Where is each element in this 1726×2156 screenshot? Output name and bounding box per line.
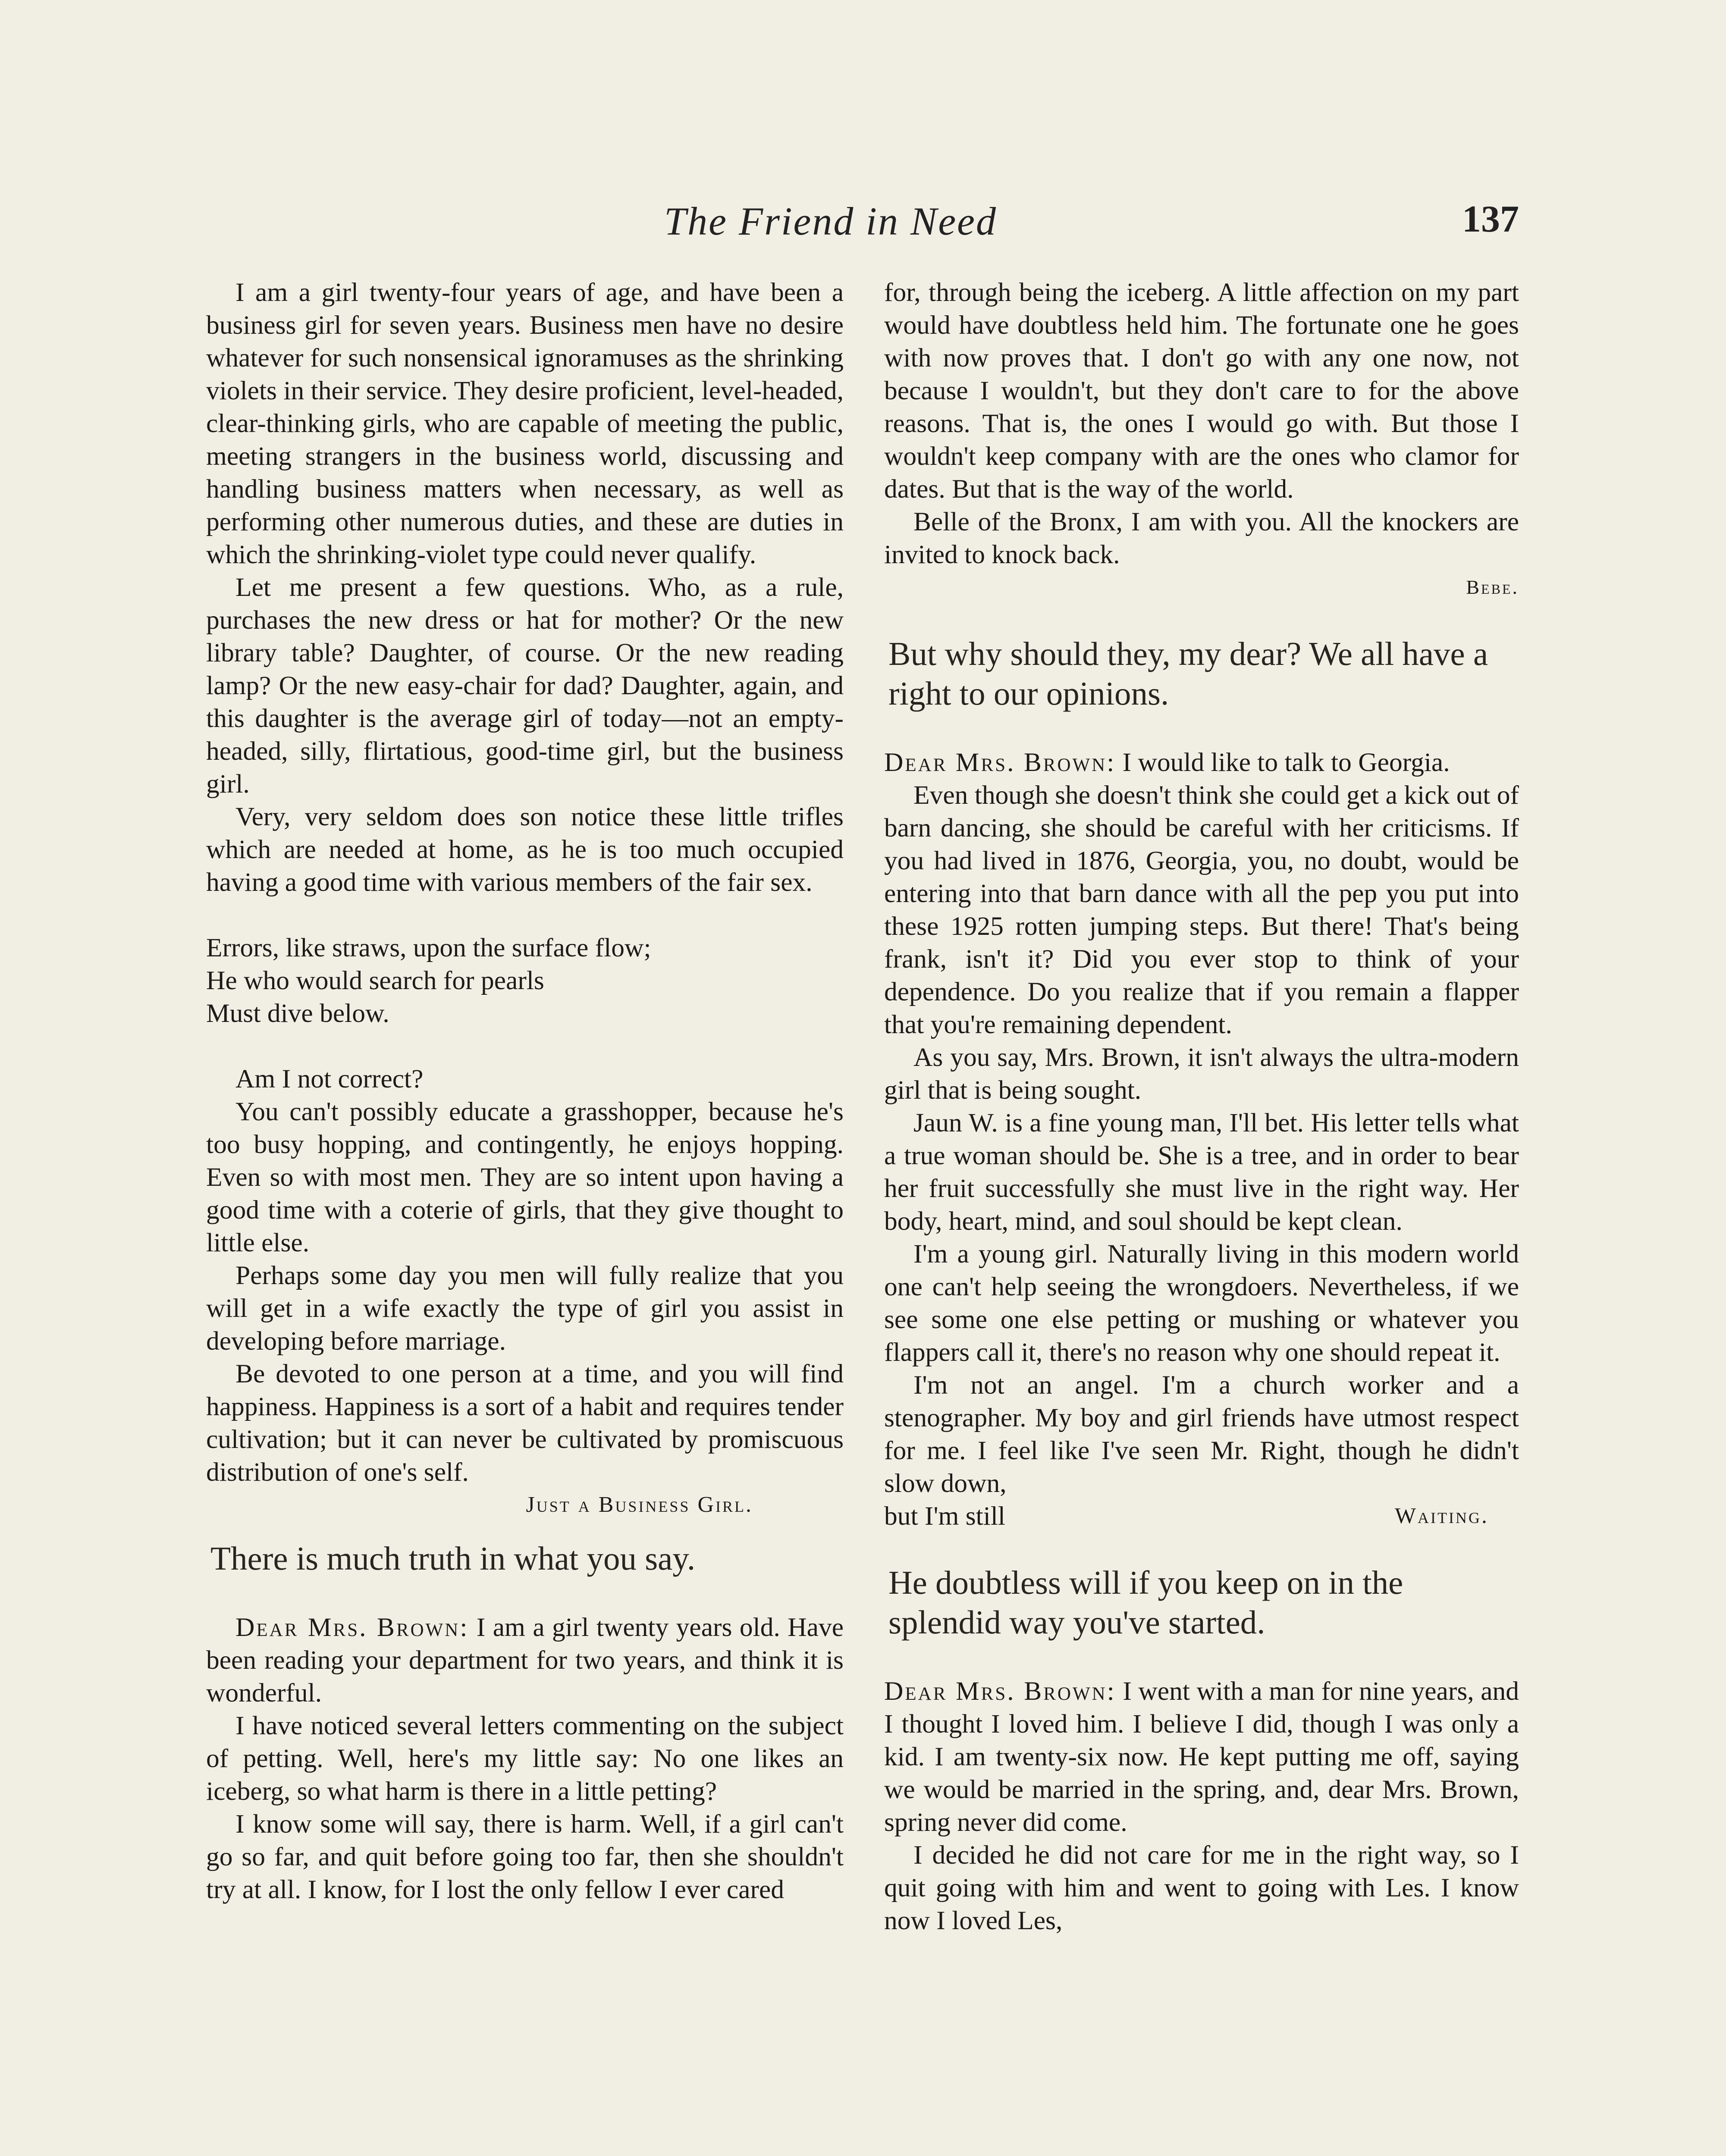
spacer	[206, 1578, 844, 1611]
paragraph: for, through being the iceberg. A little affection on my part would have doubtless held him. The fortunate one he goes with now proves that. I don't go with any one now, not because I wouldn't, but they don't care to for the above reasons. That is, the ones I would go with. But those I wouldn't keep company with are the ones who clamor for dates. But that is the way of the world.	[884, 278, 1519, 504]
right-column	[884, 276, 1519, 1937]
letter-signature: Waiting.	[1394, 1504, 1489, 1528]
paragraph	[884, 1675, 1519, 1839]
spacer	[206, 899, 844, 931]
salutation: Dear Mrs. Brown:	[884, 1677, 1116, 1706]
paragraph	[884, 746, 1519, 779]
salutation: Dear Mrs. Brown:	[884, 748, 1116, 777]
page-number: 137	[1462, 198, 1519, 240]
running-title: The Friend in Need	[664, 199, 997, 243]
paragraph: Let me present a few questions. Who, as a rule, purchases the new dress or hat for mother? Or the new library table? Daughter, of course. Or the new reading lamp? Or the new easy-chair for dad? Daughter, again, and this daughter is the average girl of today—not an empty-headed, silly, flirtatious, good-time girl, but the business girl.	[206, 573, 844, 799]
letter-signature: Just a Business Girl.	[526, 1492, 753, 1517]
closing-line	[884, 1500, 1519, 1532]
paragraph: I am a girl twenty-four years of age, and have been a business girl for seven years. Business men have no desire whatever for such nonsensical ignoramuses as the shrinking violets in their service. They desire proficient, level-headed, clear-thinking girls, who are capable of meeting the public, meeting strangers in the business world, discussing and handling business matters when necessary, as well as performing other numerous duties, and these are duties in which the shrinking-violet type could never qualify.	[206, 278, 844, 569]
paragraph: Be devoted to one person at a time, and you will find happiness. Happiness is a sort of a habit and requires tender cultivation; but it can never be cultivated by promiscuous distribution of one's self.	[206, 1359, 844, 1487]
paragraph: You can't possibly educate a grasshopper, because he's too busy hopping, and contingently, he enjoys hopping. Even so with most men. They are so intent upon having a good time with a coterie of girls, that they give thought to little else.	[206, 1097, 844, 1257]
paragraph: Perhaps some day you men will fully realize that you will get in a wife exactly the type of girl you assist in developing before marriage.	[206, 1261, 844, 1356]
paragraph: I know some will say, there is harm. Well, if a girl can't go so far, and quit before going too far, then she shouldn't try at all. I know, for I lost the only fellow I ever cared	[206, 1809, 844, 1904]
paragraph: Even though she doesn't think she could get a kick out of barn dancing, she should be careful with her criticisms. If you had lived in 1876, Georgia, you, no doubt, would be entering into that barn dance with all the pep you put into these 1925 rotten jumping steps. But there! That's being frank, isn't it? Did you ever stop to think of your dependence. Do you realize that if you remain a flapper that you're remaining dependent.	[884, 780, 1519, 1039]
paragraph-text: I am a girl twenty years old. Have been reading your department for two years, and think it is wonderful.	[206, 1613, 844, 1708]
verse-line: He who would search for pearls	[206, 966, 544, 995]
closing-text: but I'm still	[884, 1501, 1006, 1531]
page-header	[0, 190, 1726, 254]
editor-reply: But why should they, my dear? We all have a right to our opinions.	[888, 635, 1488, 712]
paragraph-text: I went with a man for nine years, and I thought I loved him. I believe I did, though I was only a kid. I am twenty-six now. He kept putting me off, saying we would be married in the spring, and, dear Mrs. Brown, spring never did come.	[884, 1677, 1519, 1837]
letter-signature: Bebe.	[1466, 576, 1519, 598]
paragraph: I have noticed several letters commenting on the subject of petting. Well, here's my little say: No one likes an iceberg, so what harm is there in a little petting?	[206, 1711, 844, 1806]
paragraph: As you say, Mrs. Brown, it isn't always the ultra-modern girl that is being sought.	[884, 1043, 1519, 1105]
spacer	[884, 1642, 1519, 1675]
spacer	[884, 713, 1519, 746]
paragraph	[206, 1611, 844, 1709]
paragraph: Jaun W. is a fine young man, I'll bet. His letter tells what a true woman should be. She is a tree, and in order to bear her fruit successfully she must live in the right way. Her body, heart, mind, and soul should be kept clean.	[884, 1108, 1519, 1236]
paragraph-text: I would like to talk to Georgia.	[1122, 748, 1450, 777]
paragraph: I decided he did not care for me in the right way, so I quit going with him and went to going with Les. I know now I loved Les,	[884, 1840, 1519, 1935]
verse-line: Must dive below.	[206, 999, 389, 1028]
paragraph: Am I not correct?	[235, 1064, 424, 1094]
paragraph: I'm not an angel. I'm a church worker and a stenographer. My boy and girl friends have utmost respect for me. I feel like I've seen Mr. Right, though he didn't slow down,	[884, 1370, 1519, 1498]
paragraph: Very, very seldom does son notice these little trifles which are needed at home, as he is too much occupied having a good time with various members of the fair sex.	[206, 802, 844, 897]
editor-reply: He doubtless will if you keep on in the splendid way you've started.	[888, 1564, 1403, 1641]
spacer	[206, 1030, 844, 1062]
salutation: Dear Mrs. Brown:	[235, 1613, 469, 1642]
paragraph: Belle of the Bronx, I am with you. All the knockers are invited to knock back.	[884, 507, 1519, 569]
verse-line: Errors, like straws, upon the surface flow;	[206, 933, 651, 962]
paragraph: I'm a young girl. Naturally living in this modern world one can't help seeing the wrongdoers. Nevertheless, if we see some one else petting or mushing or whatever you flappers call it, there's no reason why one should repeat it.	[884, 1239, 1519, 1367]
left-column	[206, 276, 844, 1906]
editor-reply: There is much truth in what you say.	[210, 1540, 696, 1577]
